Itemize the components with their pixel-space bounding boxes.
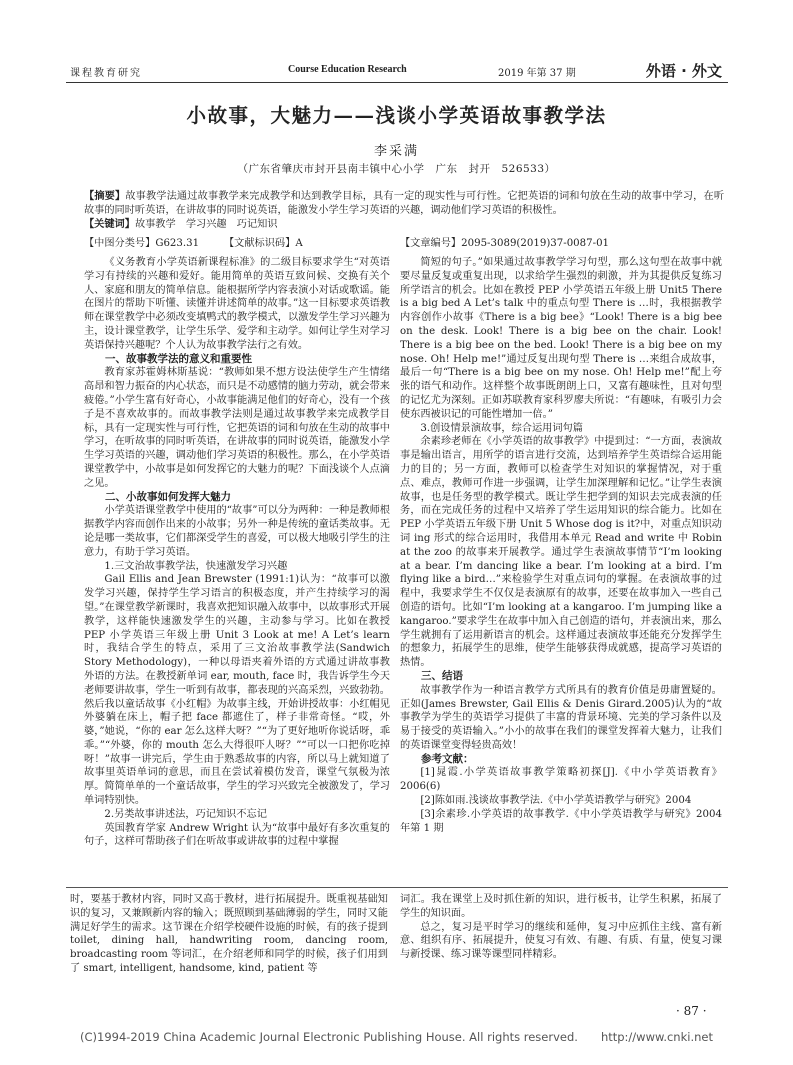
section-heading: 二、小故事如何发挥大魅力 — [105, 490, 231, 503]
journal-name-cn: 课程教育研究 — [70, 68, 142, 79]
body-paragraph: 时，要基于教材内容，同时又高于教材，进行拓展提升。既重视基础知识的复习，又兼顾新内容的输入；既照顾到基础薄弱的学生，同时又能满足好学生的需求。这节课在介绍学校硬件设施的时候，有的孩子提到 toilet, dining hall, handwriting room, dancing room, broadcasting room 等词汇，在介绍老师和同学的时候，孩子们用到了 smart, intelligent, handsome, kind, patient 等 — [70, 894, 388, 974]
art-label: 【文章编号】 — [400, 238, 462, 249]
art-value: 2095-3089(2019)37-0087-01 — [461, 238, 610, 249]
reference-item: [3]余素珍.小学英语的故事教学.《中小学英语教学与研究》2004 年第 1 期 — [400, 808, 722, 834]
keywords-label: 【关键词】 — [84, 219, 135, 230]
body-paragraph: 3.创设情景演故事，综合运用词句篇 — [420, 422, 583, 434]
body-column-left — [84, 256, 390, 849]
body-paragraph: 2.另类故事讲述法，巧记知识不忘记 — [104, 808, 267, 820]
section-heading: 三、结语 — [421, 669, 463, 682]
author-name: 李采满 — [373, 144, 419, 159]
page-number: · 87 · — [676, 1004, 707, 1018]
doc-label: 【文献标识码】 — [224, 238, 296, 249]
running-header — [66, 60, 728, 83]
previous-article-column-right — [400, 893, 722, 962]
issue-label: 2019 年第 37 期 — [498, 68, 576, 79]
abstract — [84, 190, 724, 218]
section-label: 外语 · 外文 — [645, 62, 722, 80]
previous-article-column-left — [70, 893, 388, 976]
body-paragraph: 简短的句子。”如果通过故事教学学习句型，那么这句型在故事中就要尽量反复或重复出现，以求给学生强烈的刺激，并为其提供反复练习所学语言的机会。比如在教授 PEP 小学英语五年级上册 Unit5 There is a big bed A Let’s talk 中的重点句型 There is …时，我根据教学内容创作小故事《There is a big bee》“Look! There is a big bee on the desk. Look! There is a big bee on the chair. Look! There is a big bee on the bed. Look! There is a big bee on my nose. Oh! Help me!”通过反复出现句型 There is …来组合成故事，最后一句“There is a big bee on my nose. Oh! Help me!”配上夸张的语气和动作。这样整个故事既朗朗上口，又富有趣味性，且对句型的记忆尤为深刻。正如苏联教育家科罗廖夫所说：“有趣味，有吸引力会使东西被识记的可能性增加一倍。” — [400, 257, 722, 420]
copyright-notice: (C)1994-2019 China Academic Journal Electronic Publishing House. All rights reserved. http://www.cnki.net — [80, 1030, 713, 1044]
section-heading: 参考文献： — [421, 752, 474, 765]
body-paragraph: 英国教育学家 Andrew Wright 认为“故事中最好有多次重复的句子，这样可帮助孩子们在听故事或讲故事的过程中掌握 — [84, 822, 390, 848]
article-separator — [66, 887, 728, 888]
clc-number — [84, 234, 199, 249]
keywords — [84, 218, 724, 232]
body-paragraph: 1.三文治故事教学法，快速激发学习兴趣 — [104, 560, 288, 572]
body-paragraph: Gail Ellis and Jean Brewster (1991:1)认为：“故事可以激发学习兴趣，保持学生学习语言的积极态度，并产生持续学习的渴望。”在课堂教学新课时，我喜欢把知识融入故事中，以故事形式开展教学，这样能快速激发学生的兴趣，主动参与学习。比如在教授 PEP 小学英语三年级上册 Unit 3 Look at me! A Let’s learn 时，我结合学生的特点，采用了三文治故事教学法(Sandwich Story Methodology)，一种以母语夹着外语的方式通过讲故事教外语的方法。在教授新单词 ear, mouth, face 时，我告诉学生今天老师要讲故事，学生一听到有故事，都表现的兴高采烈，兴致勃勃。然后我以童话故事《小红帽》为故事主线，开始讲授故事：小红帽见外婆躺在床上，帽子把 face 都遮住了，样子非常奇怪。“哎，外婆，”她说，“你的 ear 怎么这样大呀？”“为了更好地听你说话呀，乖乖。”“外婆，你的 mouth 怎么大得很吓人呀？”“可以一口把你吃掉呀！”故事一讲完后，学生由于熟悉故事的内容，所以马上就知道了故事里英语单词的意思，而且在尝试着模仿发音，课堂气氛极为浓厚。简简单单的一个童话故事，学生的学习兴致完全被激发了，学习单词特别快。 — [84, 574, 390, 807]
body-paragraph: 总之，复习是平时学习的继续和延伸，复习中应抓住主线、富有新意、组织有序、拓展提升，使复习有效、有趣、有质、有量，使复习课与新授课、练习课等课型同样精彩。 — [400, 921, 722, 961]
clc-value: G623.31 — [155, 238, 200, 249]
body-paragraph: 词汇。我在课堂上及时抓住新的知识，进行板书，让学生积累，拓展了学生的知识面。 — [400, 894, 722, 919]
body-column-right — [400, 256, 722, 835]
article-title: 小故事，大魅力——浅谈小学英语故事教学法 — [186, 104, 607, 127]
body-paragraph: 《义务教育小学英语新课程标准》的二级目标要求学生“对英语学习有持续的兴趣和爱好。能用简单的英语互致问候、交换有关个人、家庭和朋友的简单信息。能根据所学内容表演小对话或歌谣。能在图片的帮助下听懂、读懂并讲述简单的故事。”这一目标要求英语教师在课堂教学中必须改变填鸭式的教学模式，以激发学生学习兴趣为主，设计课堂教学，让学生乐学、爱学和主动学。如何让学生对学习英语保持兴趣呢？个人认为故事教学法行之有效。 — [84, 257, 390, 351]
body-paragraph: 教育家苏霍姆林斯基说：“教师如果不想方设法使学生产生情绪高昂和智力振奋的内心状态，而只是不动感情的脑力劳动，就会带来疲倦。”小学生富有好奇心，小故事能满足他们的好奇心，没有一个孩子是不喜欢故事的。而故事教学法则是通过故事教学来完成教学目标，具有一定现实性与可行性，它把英语的词和句放在生动的故事中学习，在听故事的同时听英语，在讲故事的同时说英语，能激发小学生学习英语的兴趣，调动他们学习英语的积极性。那么，在小学英语课堂教学中，小故事是如何发挥它的大魅力的呢？下面浅谈个人点滴之见。 — [84, 367, 390, 489]
section-heading: 一、故事教学法的意义和重要性 — [105, 352, 252, 365]
document-code — [224, 234, 303, 249]
abstract-text: 故事教学法通过故事教学来完成教学和达到教学目标，具有一定的现实性与可行性。它把英语的词和句放在生动的故事中学习，在听故事的同时听英语，在讲故事的同时说英语，能激发小学生学习英语的兴趣，调动他们学习英语的积极性。 — [84, 191, 725, 216]
journal-name-en: Course Education Research — [288, 64, 407, 75]
article-number — [400, 234, 609, 249]
body-paragraph: 小学英语课堂教学中使用的“故事”可以分为两种：一种是教师根据教学内容而创作出来的小故事；另外一种是传统的童话类故事。无论是哪一类故事，它们都深受学生的喜爱，可以极大地吸引学生的注意力，有助于学习英语。 — [84, 505, 390, 558]
doc-value: A — [295, 238, 303, 249]
abstract-label: 【摘要】 — [84, 191, 126, 202]
reference-item: [2]陈如雨.浅谈故事教学法.《中小学英语教学与研究》2004 — [420, 795, 692, 807]
keywords-text: 故事教学 学习兴趣 巧记知识 — [134, 219, 278, 230]
clc-label: 【中图分类号】 — [84, 238, 156, 249]
body-paragraph: 故事教学作为一种语言教学方式所具有的教育价值是毋庸置疑的。正如(James Brewster, Gail Ellis & Denis Girard.2005)认为的“故事教学为学生的英语学习提供了丰富的背景环境、完美的学习条件以及易于接受的英语输入。”小小的故事在我们的课堂发挥着大魅力，让我们的英语课堂变得轻贵高效！ — [400, 684, 722, 751]
body-paragraph: 余素珍老师在《小学英语的故事教学》中提到过：“一方面，表演故事是输出语言，用所学的语言进行交流，达到培养学生英语综合运用能力的目的；另一方面，教师可以检查学生对知识的掌握情况，对于重点、难点，教师可作进一步强调，让学生加深理解和记忆。”让学生表演故事，也是任务型的教学模式。既让学生把学到的知识去完成表演的任务，而在完成任务的过程中又培养了学生运用知识的综合能力。比如在 PEP 小学英语五年级下册 Unit 5 Whose dog is it?中，对重点知识动词 ing 形式的综合运用时，我借用本单元 Read and write 中 Robin at the zoo 的故事来开展教学。通过学生表演故事情节“I’m looking at a bear. I’m dancing like a bear. I’m looking at a bird. I’m flying like a bird…”来检验学生对重点词句的掌握。在表演故事的过程中，我要求学生不仅仅是表演原有的故事，还要在故事加入一些自己创造的语句。比如“I’m looking at a kangaroo. I’m jumping like a kangaroo.”要求学生在故事中加入自己创造的语句，并表演出来，那么学生就拥有了运用新语言的机会。这样通过表演故事还能充分发挥学生的想象力，拓展学生的思维，使学生能够获得成就感，提高学习英语的热情。 — [400, 436, 722, 669]
author-affiliation: （广东省肇庆市封开县南丰镇中心小学 广东 封开 526533） — [237, 163, 556, 175]
reference-item: [1]晁霞.小学英语故事教学策略初探[J].《中小学英语教育》2006(6) — [400, 767, 722, 793]
abstract-block — [84, 190, 724, 232]
